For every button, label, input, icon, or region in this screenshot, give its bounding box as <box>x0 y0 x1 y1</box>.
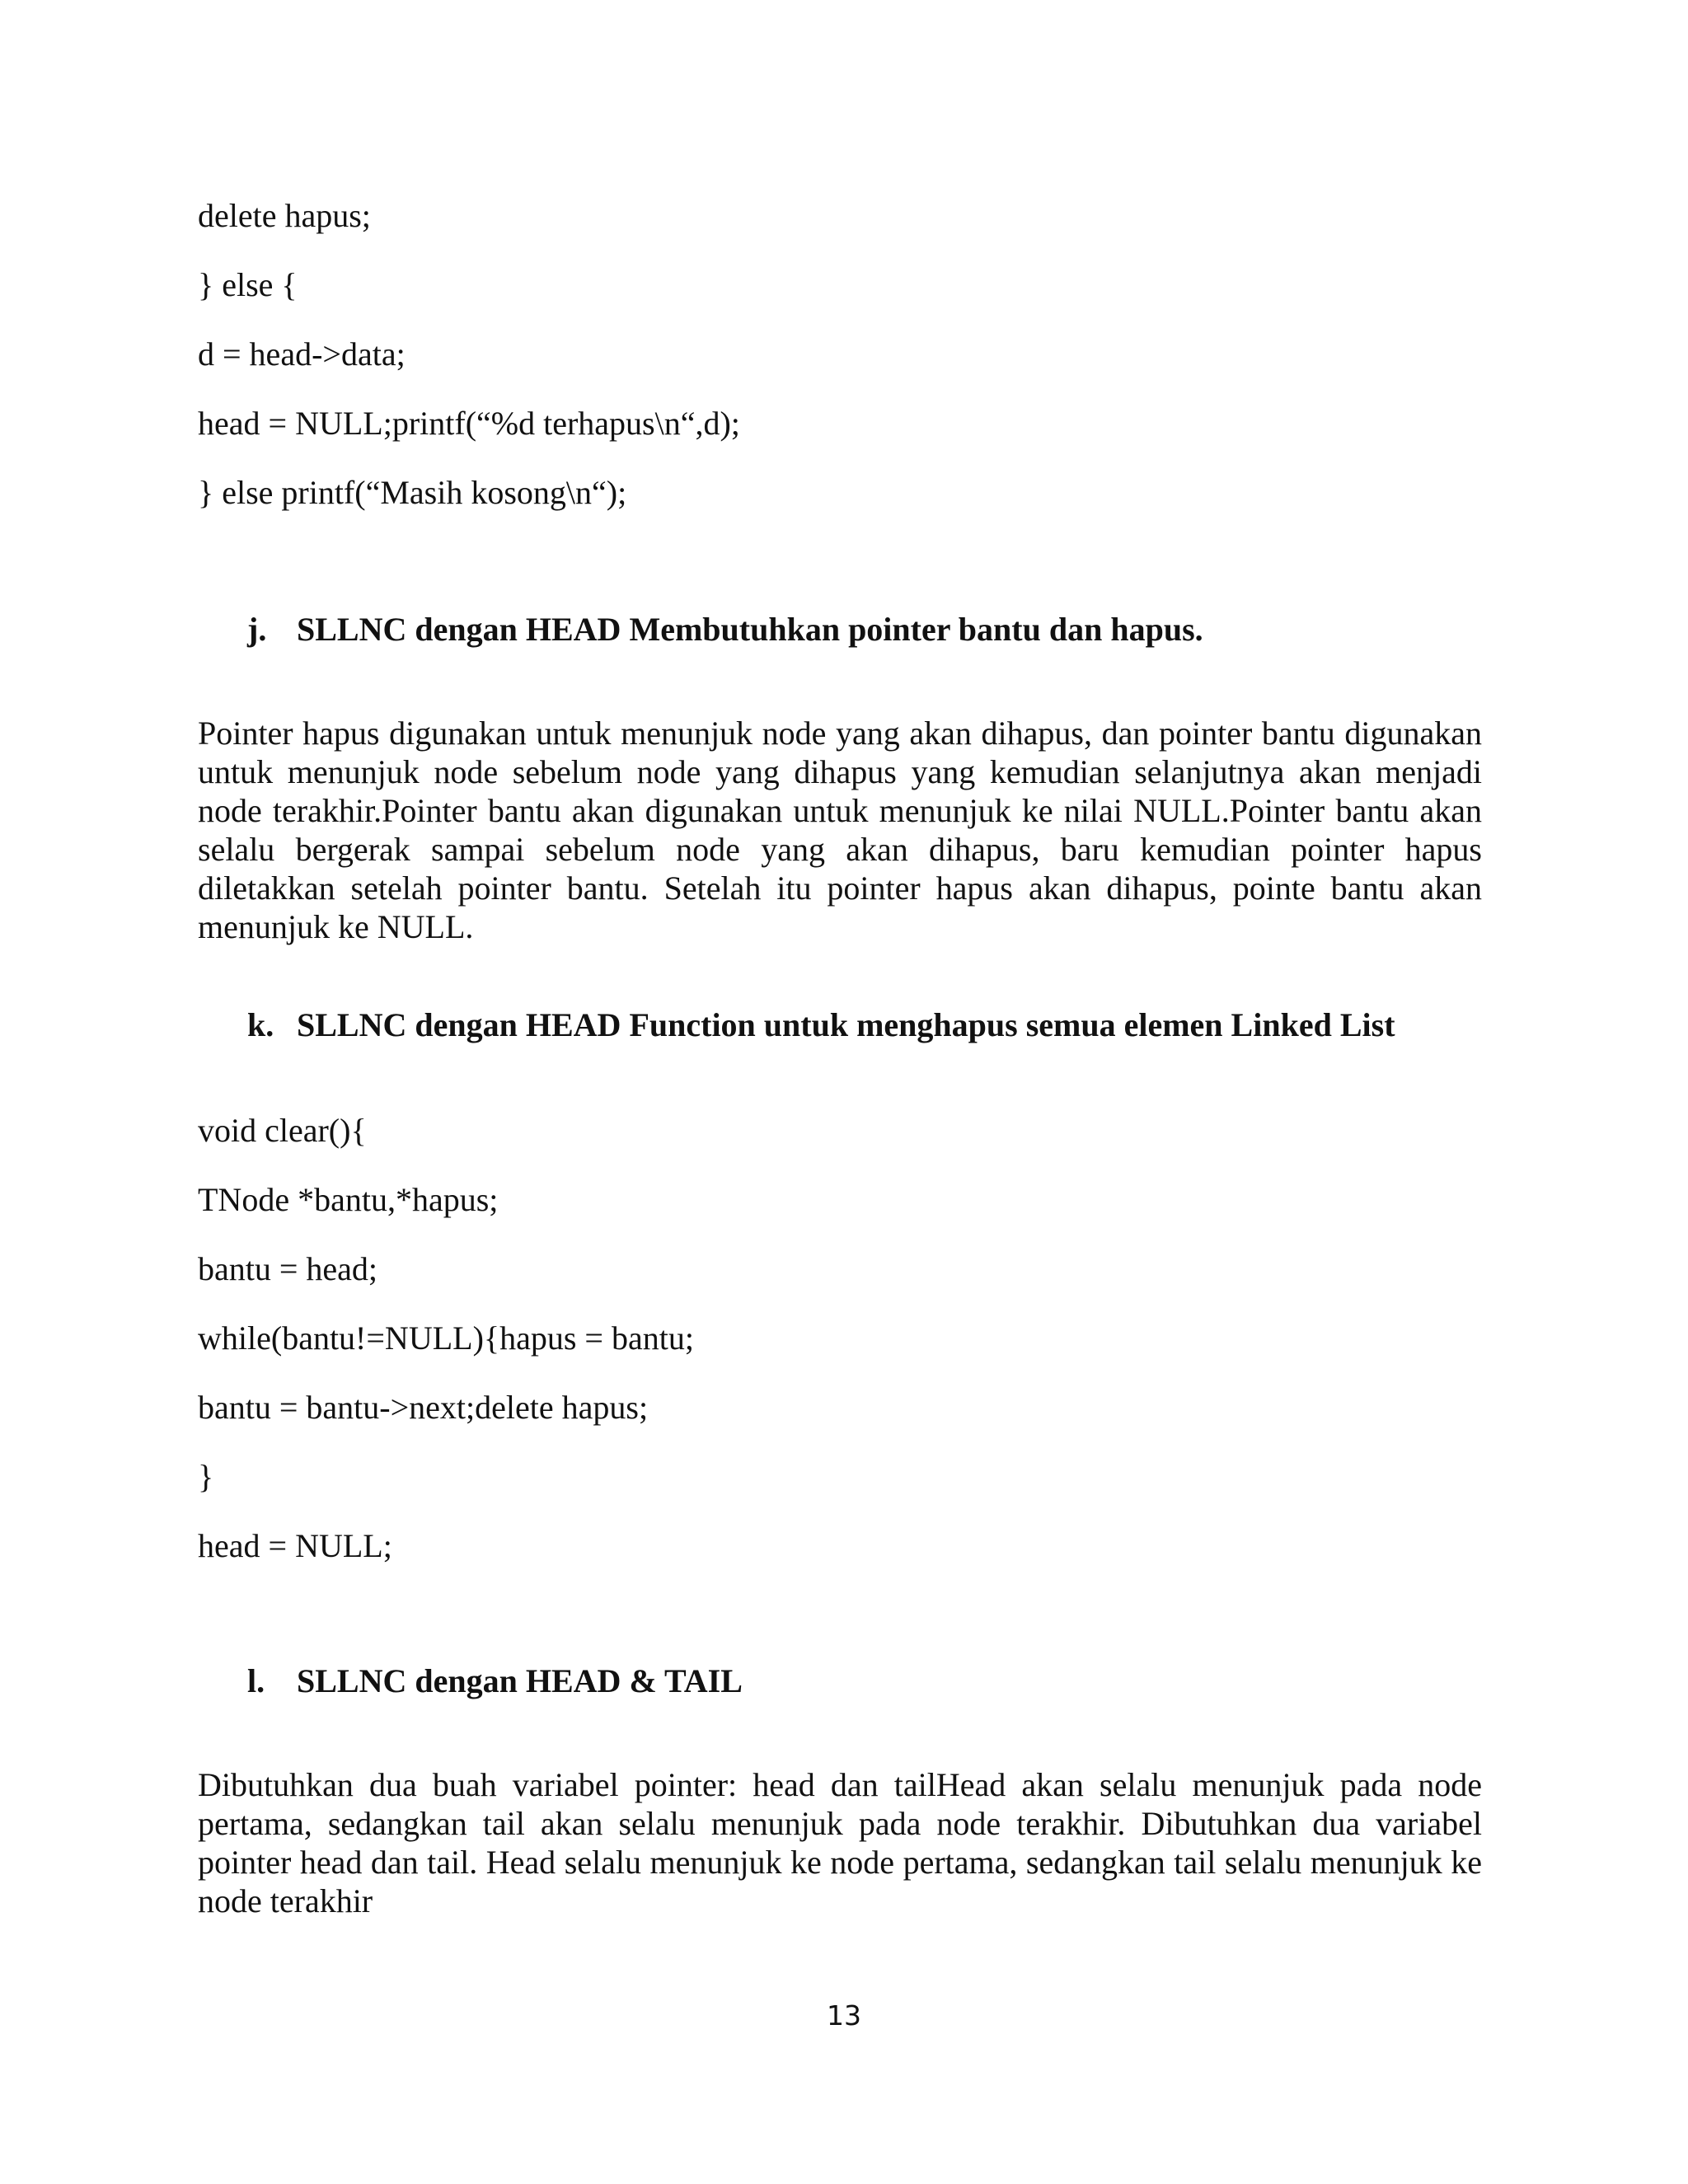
section-l-title: SLLNC dengan HEAD & TAIL <box>297 1662 743 1699</box>
section-j-body: Pointer hapus digunakan untuk menunjuk node yang akan dihapus, dan pointer bantu digunakan untuk menunjuk node sebelum node yang dihapus yang kemudian selanjutnya akan menjadi node terakhir.Pointer bantu akan digunakan untuk menunjuk ke nilai NULL.Pointer bantu akan selalu bergerak sampai sebelum node yang akan dihapus, baru kemudian pointer hapus diletakkan setelah pointer bantu. Setelah itu pointer hapus akan dihapus, pointe bantu akan menunjuk ke NULL. <box>198 715 1482 945</box>
code-line-clear-1: void clear(){ <box>198 1112 367 1149</box>
code-line-clear-3: bantu = head; <box>198 1250 378 1287</box>
section-j-marker: j. <box>247 611 267 648</box>
section-k-title: SLLNC dengan HEAD Function untuk menghapus semua elemen Linked List <box>297 1006 1395 1043</box>
code-line-4: head = NULL;printf(“%d terhapus\n“,d); <box>198 405 740 442</box>
code-line-clear-7: head = NULL; <box>198 1527 392 1564</box>
section-l-marker: l. <box>247 1662 265 1699</box>
code-line-clear-5: bantu = bantu->next;delete hapus; <box>198 1389 649 1426</box>
code-line-2: } else { <box>198 266 298 303</box>
code-line-5: } else printf(“Masih kosong\n“); <box>198 474 627 511</box>
page-number: 13 <box>827 1999 861 2032</box>
section-k-marker: k. <box>247 1006 274 1043</box>
code-line-clear-6: } <box>198 1458 214 1495</box>
code-line-clear-2: TNode *bantu,*hapus; <box>198 1181 499 1218</box>
section-l-body: Dibutuhkan dua buah variabel pointer: head dan tailHead akan selalu menunjuk pada node pertama, sedangkan tail akan selalu menunjuk pada node terakhir. Dibutuhkan dua variabel pointer head dan tail. Head selalu menunjuk ke node pertama, sedangkan tail selalu menunjuk ke node terakhir <box>198 1766 1482 1919</box>
code-line-3: d = head->data; <box>198 335 406 373</box>
code-line-1: delete hapus; <box>198 197 371 234</box>
section-k-heading <box>247 1005 1395 1045</box>
code-line-clear-4: while(bantu!=NULL){hapus = bantu; <box>198 1319 694 1357</box>
section-l-heading <box>247 1661 743 1701</box>
section-j-heading <box>247 610 1203 649</box>
section-j-title: SLLNC dengan HEAD Membutuhkan pointer bantu dan hapus. <box>297 611 1203 648</box>
